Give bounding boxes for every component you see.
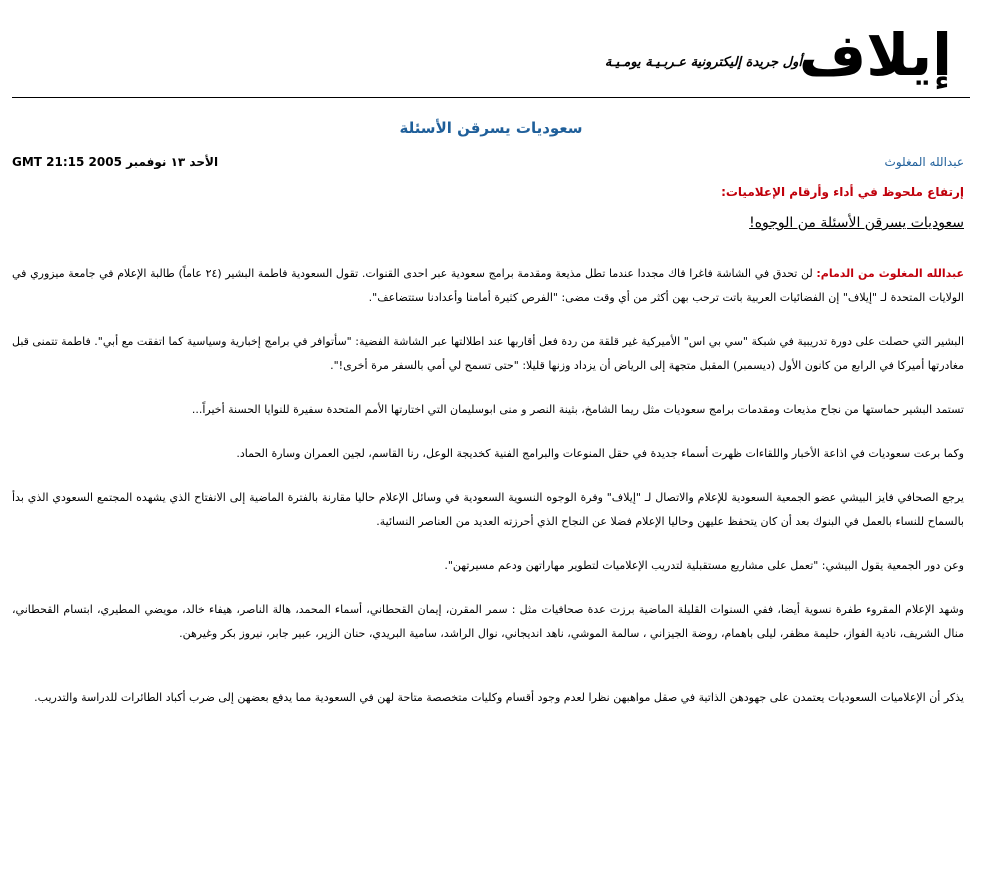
lead-byline: عبدالله المغلوث من الدمام: — [816, 267, 965, 280]
article-paragraph: البشير التي حصلت على دورة تدريبية في شبكة "سي بي اس" الأميركية غير قلقة من ردة فعل أقاربها عند اطلالتها عبر الشاشة الفضية: "سأتوافر في برامج إخبارية وسياسية كما اتفقت مع أبي". فاطمة تتمنى قبل مغادرتها أميركا في الرابع من كانون الأول (ديسمبر) المقبل متجهة إلى الرياض أن يزداد وزنها قليلا: "حتى تسمح لي أمي بالسفر مرة أخرى!". — [12, 335, 964, 372]
article-title: سعوديات يسرقن الأسئلة — [399, 119, 583, 137]
author-name: عبدالله المغلوث — [884, 155, 964, 169]
article-paragraph: وعن دور الجمعية يقول البيشي: "تعمل على مشاريع مستقبلية لتدريب الإعلاميات لتطوير مهاراتهن ودعم مسيرتهن". — [444, 559, 964, 572]
site-tagline: أول جريدة إليكترونية عـربـيـة يومـيـة — [604, 55, 802, 70]
article-dateline: الأحد ١٣ نوفمبر GMT 21:15 2005 — [12, 155, 219, 169]
article-paragraph: يرجع الصحافي فايز البيشي عضو الجمعية السعودية للإعلام والاتصال لـ "إيلاف" وفرة الوجوه النسوية السعودية في وسائل الإعلام حاليا مقارنة بالفترة الماضية إلى الانفتاح الذي يشهده المجتمع السعودي الذي بدأ بالسماح للنساء بالعمل في البنوك بعد أن كان يتحفظ عليهن وحاليا الإعلام فضلا عن النجاح الذي أحرزته العديد من العناصر النسائية. — [12, 491, 964, 528]
site-logo[interactable]: إيلاف — [798, 21, 952, 89]
article-page — [12, 0, 970, 895]
article-kicker: إرتفاع ملحوظ في أداء وأرقام الإعلاميات: — [721, 185, 964, 199]
article-paragraph: وكما برعت سعوديات في اذاعة الأخبار واللقاءات ظهرت أسماء جديدة في حقل المنوعات والبرامج الفنية كخديجة الوعل، رنا القاسم، لجين العمران وسارة الحماد. — [236, 447, 964, 460]
article-paragraph: وشهد الإعلام المقروء طفرة نسوية أيضا، ففي السنوات القليلة الماضية برزت عدة صحافيات مثل : سمر المقرن، إيمان القحطاني، أسماء المحمد، هالة الناصر، هيفاء خالد، مويضي المطيري، ابتسام القحطاني، منال الشريف، نادية الفواز، حليمة مظفر، ليلى باهمام، روضة الجيزاني ، سالمة الموشي، ناهد انديجاني، نوال الراشد، سامية البريدي، حنان الزير، عبير جابر، نيروز بكر وغيرهن. — [12, 603, 964, 640]
paragraph-text: لن تحدق في الشاشة فاغرا فاك مجددا عندما تطل مذيعة ومقدمة برامج سعودية عبر احدى القنوات. تقول السعودية فاطمة البشير (٢٤ عاماً) طالبة الإعلام في جامعة ميزوري في الولايات المتحدة لـ "إيلاف" إن الفضائيات العربية باتت ترحب بهن أكثر من أي وقت مضى: "الفرص كثيرة أمامنا وأعدادنا ستتضاعف". — [12, 267, 964, 304]
article-body — [12, 262, 964, 730]
article-paragraph: يذكر أن الإعلاميات السعوديات يعتمدن على جهودهن الذاتية في صقل مواهبهن نظرا لعدم وجود أقسام وكليات متخصصة متاحة لهن في السعودية مما يدفع بعضهن إلى ضرب أكباد الطائرات للدراسة والتدريب. — [34, 691, 964, 704]
article-paragraph — [12, 262, 964, 310]
article-subhead-link[interactable]: سعوديات يسرقن الأسئلة من الوجوه! — [749, 215, 964, 231]
article-paragraph: تستمد البشير حماستها من نجاح مذيعات ومقدمات برامج سعوديات مثل ريما الشامخ، بثينة النصر و منى ابوسليمان التي اختارتها الأمم المتحدة سفيرة للنوايا الحسنة أخيراً... — [191, 403, 964, 416]
masthead — [12, 22, 952, 92]
header-divider — [12, 97, 970, 98]
